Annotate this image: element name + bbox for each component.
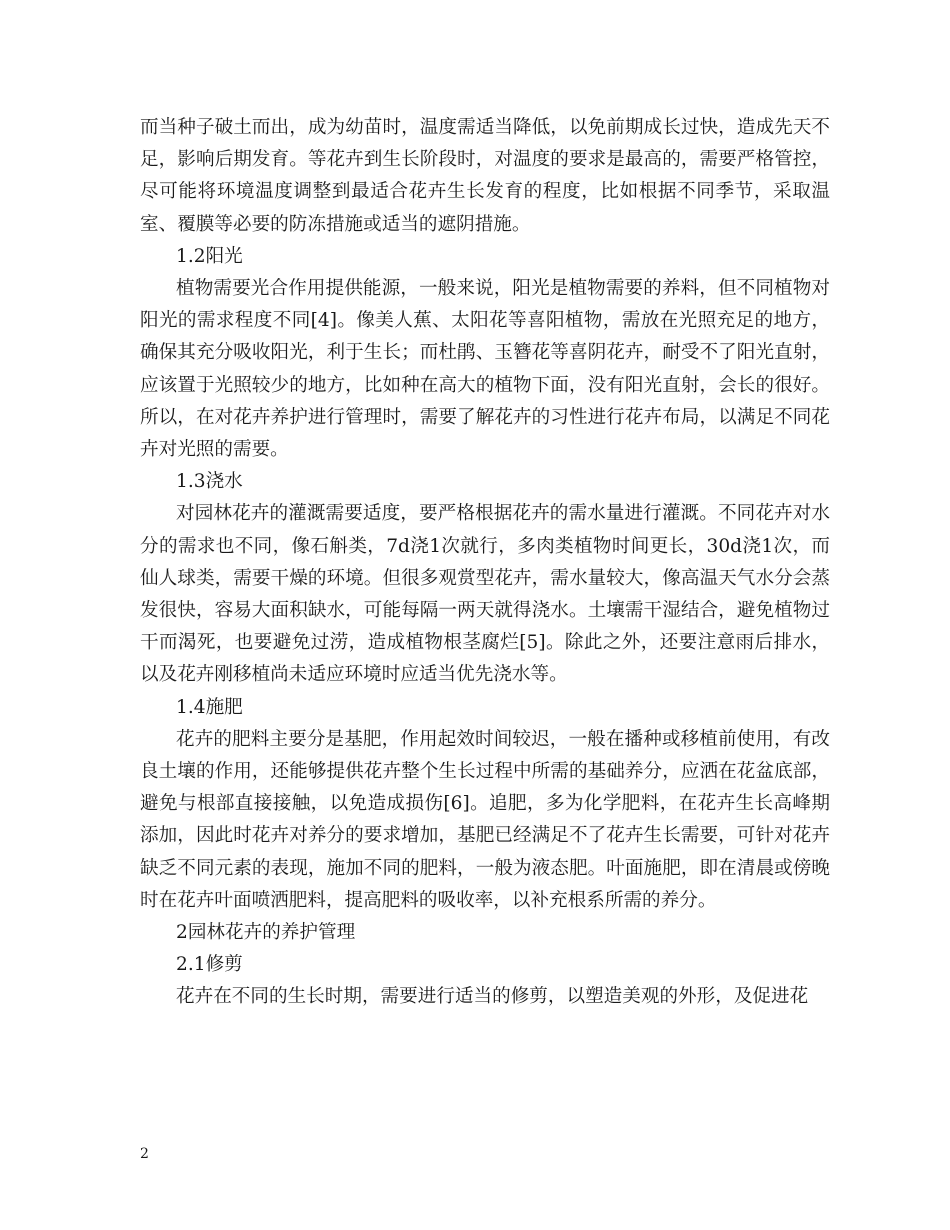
paragraph-fertilizing: 花卉的肥料主要分是基肥，作用起效时间较迟，一般在播种或移植前使用，有改良土壤的作用，还能够提供花卉整个生长过程中所需的基础养分，应洒在花盆底部，避免与根部直接接触，以免造成损伤[6]。追肥，多为化学肥料，在花卉生长高峰期添加，因此时花卉对养分的要求增加，基肥已经满足不了花卉生长需要，可针对花卉缺乏不同元素的表现，施加不同的肥料，一般为液态肥。叶面施肥，即在清晨或傍晚时在花卉叶面喷洒肥料，提高肥料的吸收率，以补充根系所需的养分。 xyxy=(140,728,830,911)
paragraph-temperature-continued: 而当种子破土而出，成为幼苗时，温度需适当降低，以免前期成长过快，造成先天不足，影响后期发育。等花卉到生长阶段时，对温度的要求是最高的，需要严格管控，尽可能将环境温度调整到最适合花卉生长发育的程度，比如根据不同季节，采取温室、覆膜等必要的防冻措施或适当的遮阴措施。 xyxy=(140,117,830,235)
paragraph-sunlight: 植物需要光合作用提供能源，一般来说，阳光是植物需要的养料，但不同植物对阳光的需求程度不同[4]。像美人蕉、太阳花等喜阳植物，需放在光照充足的地方，确保其充分吸收阳光，利于生长；而杜鹃、玉簪花等喜阴花卉，耐受不了阳光直射，应该置于光照较少的地方，比如种在高大的植物下面，没有阳光直射，会长的很好。所以，在对花卉养护进行管理时，需要了解花卉的习性进行花卉布局，以满足不同花卉对光照的需要。 xyxy=(140,278,830,461)
document-body xyxy=(140,112,830,1014)
heading-pruning: 2.1修剪 xyxy=(176,954,243,976)
paragraph-watering: 对园林花卉的灌溉需要适度，要严格根据花卉的需水量进行灌溉。不同花卉对水分的需求也不同，像石斛类，7d浇1次就行，多肉类植物时间更长，30d浇1次，而仙人球类，需要干燥的环境。但很多观赏型花卉，需水量较大，像高温天气水分会蒸发很快，容易大面积缺水，可能每隔一两天就得浇水。土壤需干湿结合，避免植物过干而渴死，也要避免过涝，造成植物根茎腐烂[5]。除此之外，还要注意雨后排水，以及花卉刚移植尚未适应环境时应适当优先浇水等。 xyxy=(140,503,830,686)
page-number: 2 xyxy=(140,1146,149,1162)
paragraph-pruning: 花卉在不同的生长时期，需要进行适当的修剪，以塑造美观的外形，及促进花 xyxy=(176,986,809,1008)
heading-watering: 1.3浇水 xyxy=(176,471,243,493)
heading-maintenance: 2园林花卉的养护管理 xyxy=(176,922,356,944)
heading-sunlight: 1.2阳光 xyxy=(176,245,243,267)
heading-fertilizing: 1.4施肥 xyxy=(176,696,243,718)
